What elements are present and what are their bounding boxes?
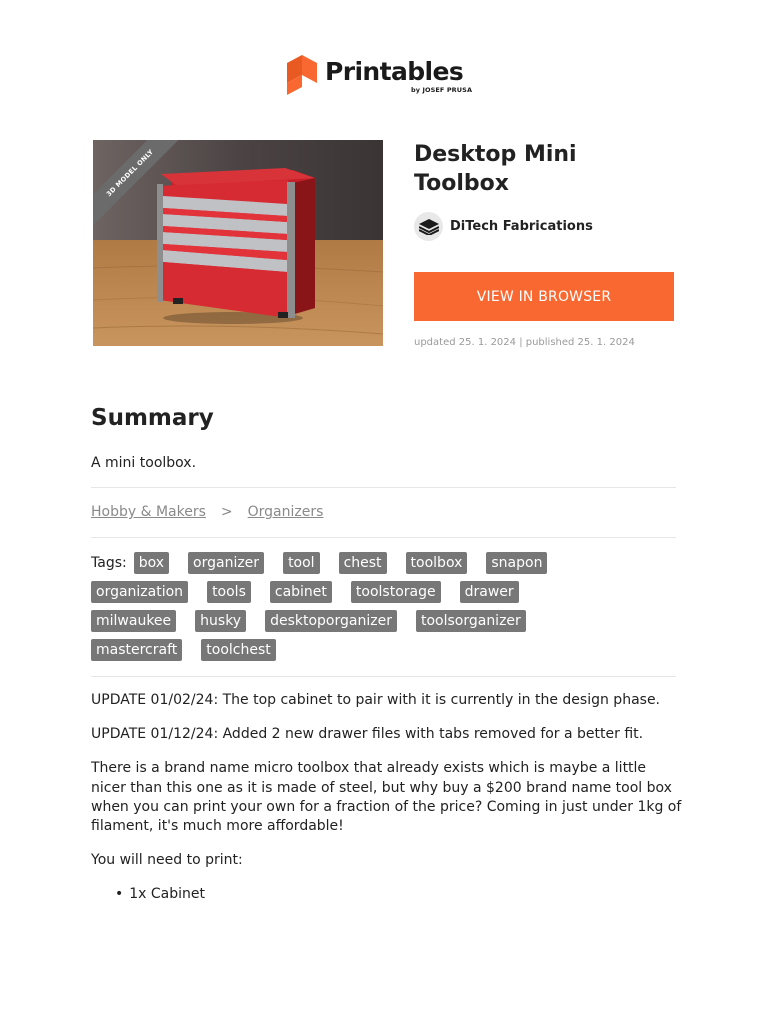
tag[interactable]: toolchest [201, 639, 275, 661]
tag[interactable]: tool [283, 552, 320, 574]
tag[interactable]: tools [207, 581, 251, 603]
tag[interactable]: desktoporganizer [265, 610, 397, 632]
tag[interactable]: organization [91, 581, 188, 603]
tag[interactable]: toolsorganizer [416, 610, 526, 632]
model-title: Desktop Mini Toolbox [414, 142, 577, 196]
summary-heading: Summary [91, 405, 214, 431]
tag[interactable]: snapon [486, 552, 547, 574]
list-item: • 1x Cabinet [115, 885, 683, 904]
author-name: DiTech Fabrications [450, 219, 593, 234]
description-paragraph: UPDATE 01/12/24: Added 2 new drawer files with tabs removed for a better fit. [91, 726, 644, 743]
printables-logo-icon [287, 55, 319, 95]
model-dates: updated 25. 1. 2024 | published 25. 1. 2024 [414, 337, 635, 348]
tag[interactable]: chest [339, 552, 387, 574]
tag-row [91, 610, 681, 632]
tag[interactable]: cabinet [270, 581, 332, 603]
model-image[interactable] [93, 140, 383, 346]
view-in-browser-button[interactable]: VIEW IN BROWSER [414, 272, 674, 321]
tag[interactable]: organizer [188, 552, 264, 574]
description-paragraph: You will need to print: [91, 852, 243, 869]
breadcrumb-item-organizers[interactable]: Organizers [247, 504, 324, 520]
breadcrumb-item-hobby[interactable]: Hobby & Makers [91, 504, 206, 520]
logo-wordmark: Printables [325, 57, 464, 86]
summary-text: A mini toolbox. [91, 455, 197, 471]
description-paragraph: UPDATE 01/02/24: The top cabinet to pair with it is currently in the design phase. [91, 692, 661, 708]
tag-row [91, 581, 681, 603]
tag[interactable]: toolbox [406, 552, 468, 574]
tag[interactable]: box [134, 552, 169, 574]
model-only-ribbon: 3D MODEL ONLY [93, 140, 191, 234]
tag-row [91, 552, 681, 574]
tag[interactable]: drawer [460, 581, 519, 603]
divider [91, 676, 676, 677]
tag[interactable]: husky [195, 610, 246, 632]
author-link[interactable] [414, 212, 593, 241]
tag-row [91, 639, 681, 661]
model-description [91, 691, 683, 905]
breadcrumb [91, 504, 323, 520]
divider [91, 487, 676, 488]
tag[interactable]: mastercraft [91, 639, 182, 661]
printables-logo[interactable] [287, 55, 487, 97]
tags-label: Tags: [91, 555, 127, 571]
print-list [91, 885, 683, 904]
logo-byline: by JOSEF PRUSA [411, 86, 473, 94]
author-avatar [414, 212, 443, 241]
description-paragraph: There is a brand name micro toolbox that already exists which is maybe a little nicer than this one as it is made of steel, but why buy a $200 brand name tool box when you can print your own for a fraction of the price? Coming in just under 1kg of filament, it's much more affordable! [91, 760, 682, 835]
divider [91, 537, 676, 538]
tag[interactable]: milwaukee [91, 610, 176, 632]
tag[interactable]: toolstorage [351, 581, 441, 603]
layers-icon [419, 219, 439, 235]
tag-list [91, 552, 681, 668]
breadcrumb-separator: > [220, 504, 233, 520]
